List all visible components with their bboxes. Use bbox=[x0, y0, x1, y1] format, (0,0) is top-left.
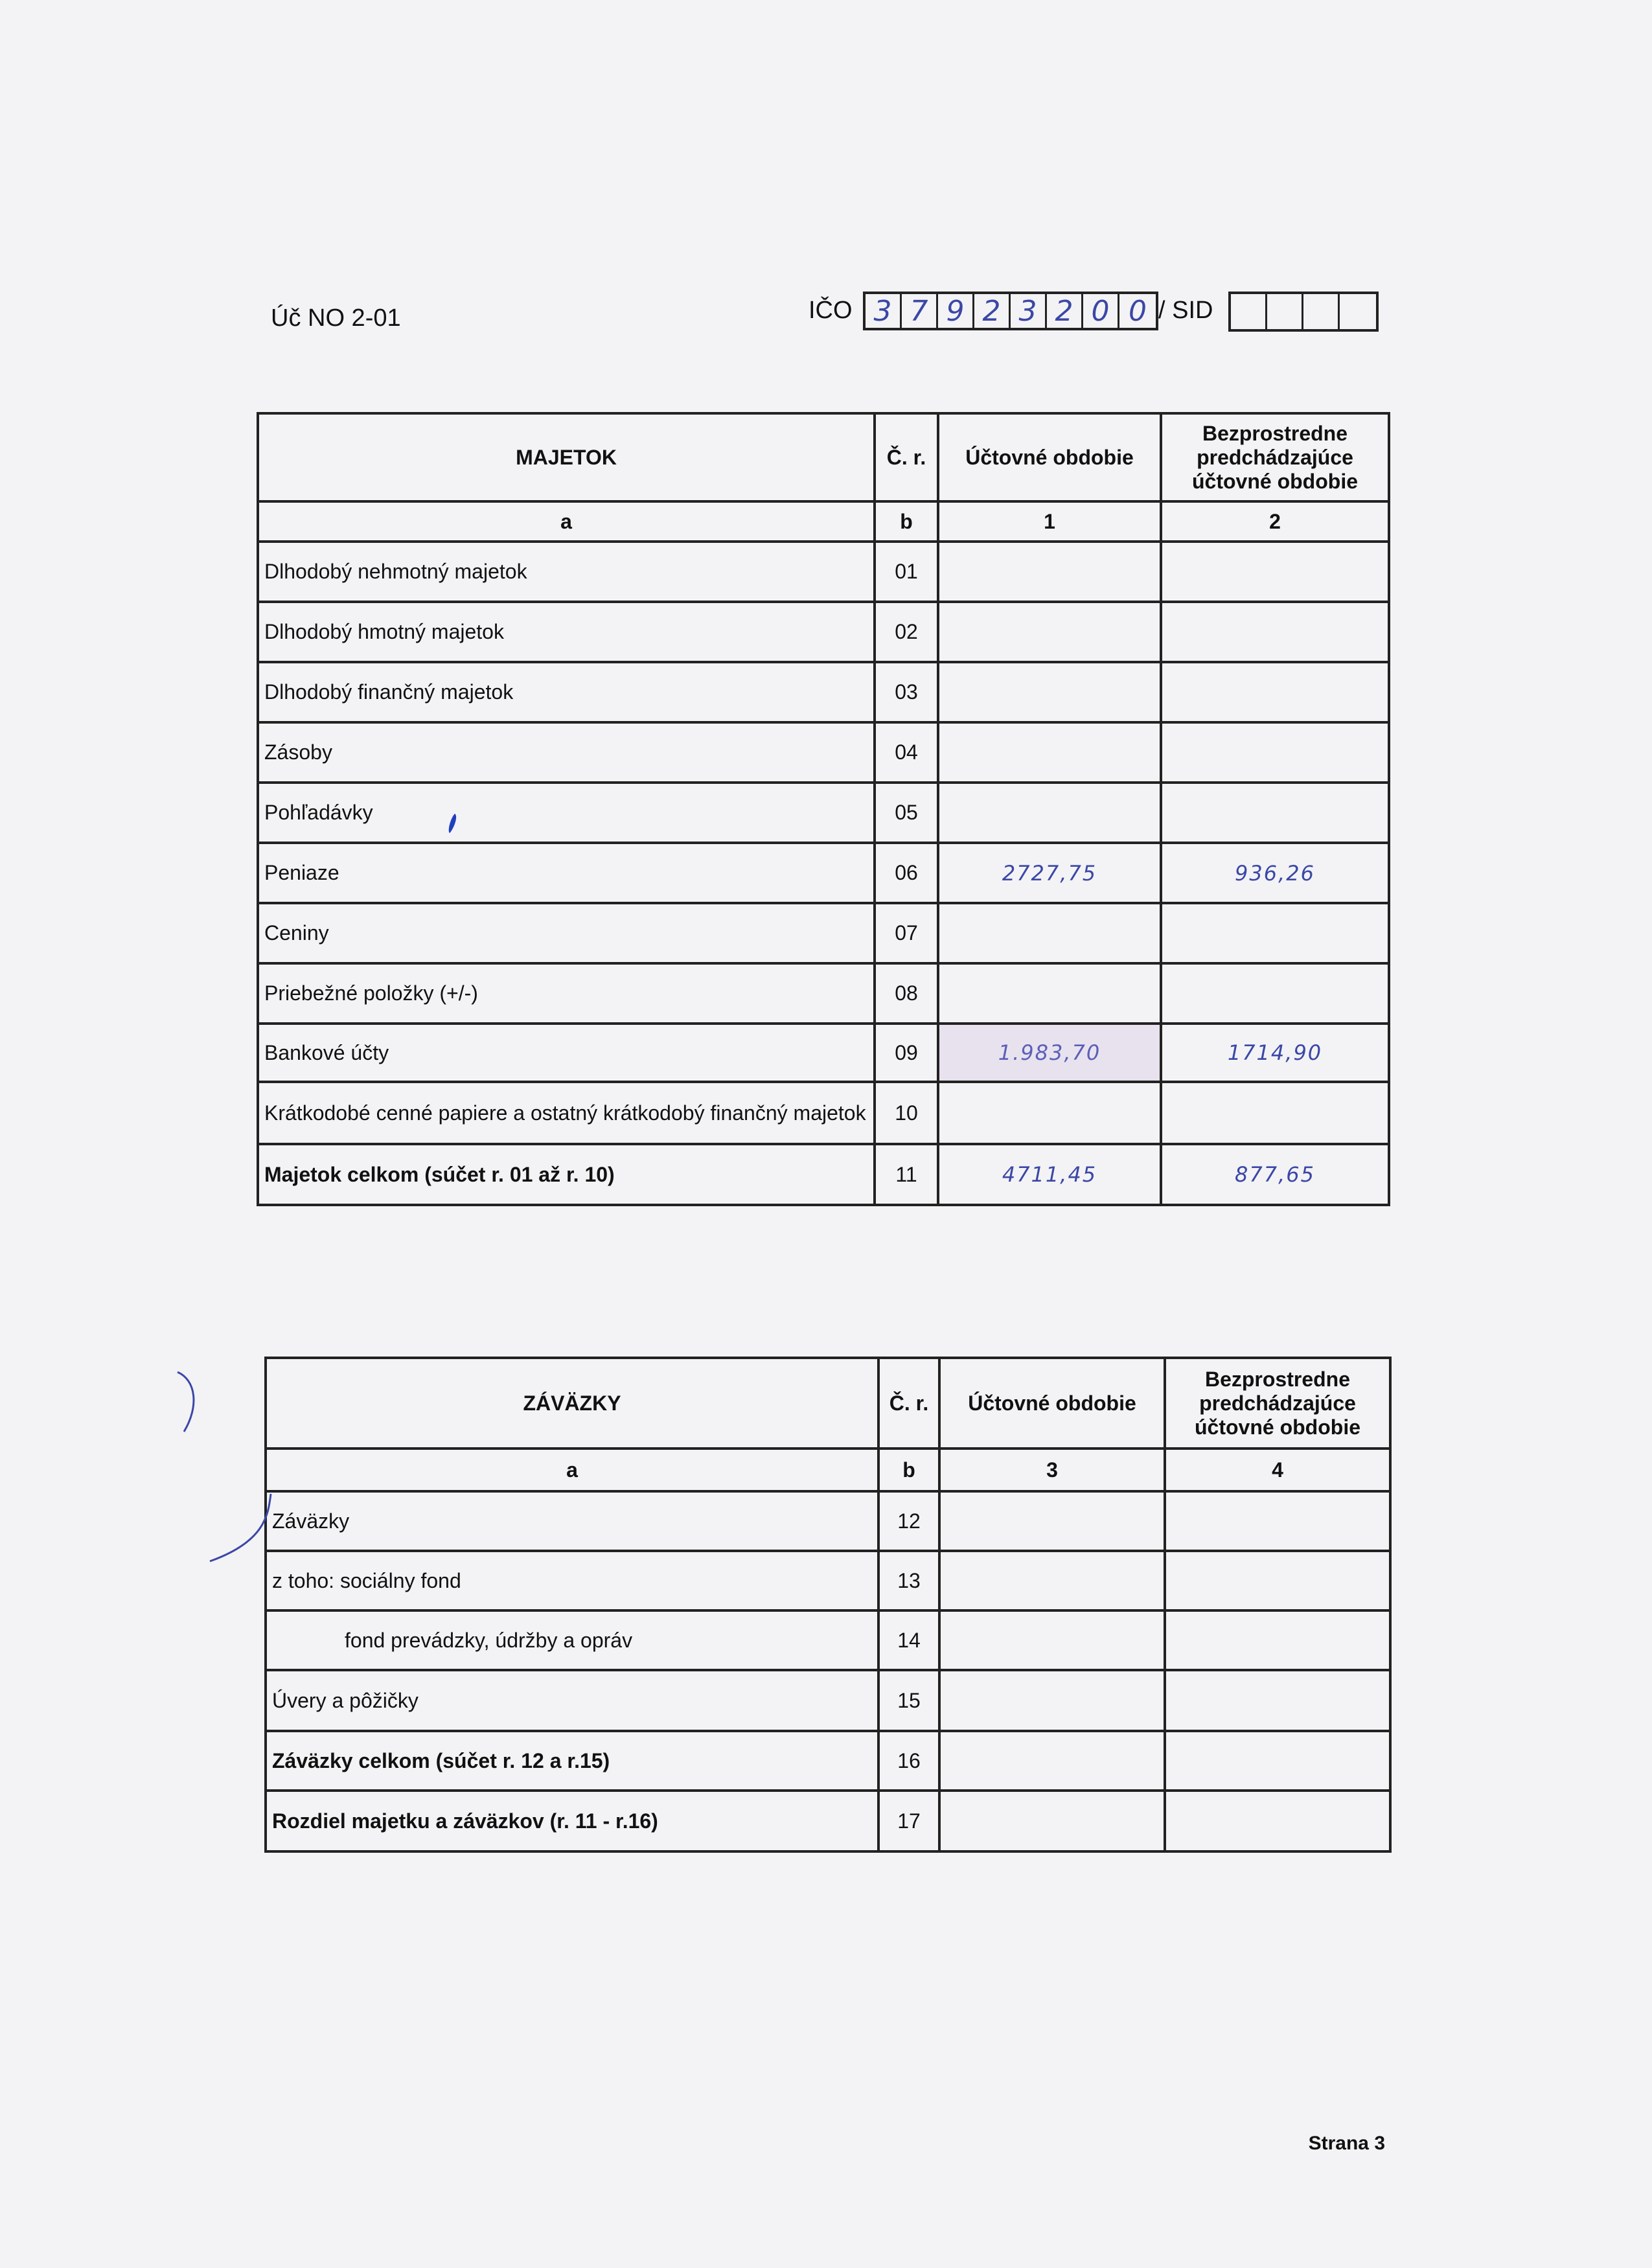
zavazky-table bbox=[264, 1357, 1392, 1853]
row-label: Krátkodobé cenné papiere a ostatný krátkodobý finančný majetok bbox=[258, 1082, 875, 1144]
ico-digit[interactable]: 2 bbox=[974, 294, 1011, 328]
current-value-cell[interactable] bbox=[938, 903, 1161, 963]
table-row bbox=[258, 542, 1389, 602]
row-number: 07 bbox=[875, 903, 938, 963]
subheader-a: a bbox=[266, 1449, 878, 1491]
current-value-cell[interactable]: 4711,45 bbox=[938, 1144, 1161, 1205]
row-number: 02 bbox=[875, 602, 938, 662]
current-value-cell[interactable] bbox=[938, 662, 1161, 722]
previous-value-cell[interactable] bbox=[1161, 722, 1389, 783]
subheader-4: 4 bbox=[1165, 1449, 1390, 1491]
column-header-row-no: Č. r. bbox=[878, 1358, 939, 1449]
subheader-b: b bbox=[878, 1449, 939, 1491]
row-label: Majetok celkom (súčet r. 01 až r. 10) bbox=[258, 1144, 875, 1205]
previous-value-cell[interactable] bbox=[1161, 602, 1389, 662]
row-number: 16 bbox=[878, 1731, 939, 1791]
previous-value-cell[interactable] bbox=[1165, 1610, 1390, 1670]
current-value-cell[interactable]: 1.983,70 bbox=[938, 1024, 1161, 1082]
previous-value-cell[interactable] bbox=[1161, 903, 1389, 963]
ico-digit[interactable]: 9 bbox=[938, 294, 974, 328]
row-number: 14 bbox=[878, 1610, 939, 1670]
ico-label: IČO bbox=[809, 297, 853, 324]
ico-digit[interactable]: 3 bbox=[866, 294, 902, 328]
previous-value-cell[interactable] bbox=[1161, 662, 1389, 722]
sid-box[interactable] bbox=[1267, 294, 1303, 329]
subheader-1: 1 bbox=[938, 501, 1161, 542]
row-number: 01 bbox=[875, 542, 938, 602]
current-value-cell[interactable] bbox=[938, 722, 1161, 783]
row-label: Dlhodobý nehmotný majetok bbox=[258, 542, 875, 602]
table-row bbox=[258, 783, 1389, 843]
table-row bbox=[258, 722, 1389, 783]
previous-value-cell[interactable] bbox=[1165, 1791, 1390, 1851]
subheader-a: a bbox=[258, 501, 875, 542]
row-number: 03 bbox=[875, 662, 938, 722]
current-value-cell[interactable]: 2727,75 bbox=[938, 843, 1161, 903]
sid-box[interactable] bbox=[1231, 294, 1267, 329]
row-number: 06 bbox=[875, 843, 938, 903]
current-value-cell[interactable] bbox=[938, 542, 1161, 602]
majetok-table bbox=[257, 412, 1390, 1206]
row-label: Priebežné položky (+/-) bbox=[258, 963, 875, 1024]
sid-box[interactable] bbox=[1303, 294, 1340, 329]
previous-value-cell[interactable]: 877,65 bbox=[1161, 1144, 1389, 1205]
table-row bbox=[266, 1610, 1390, 1670]
ico-digit[interactable]: 7 bbox=[902, 294, 938, 328]
subheader-b: b bbox=[875, 501, 938, 542]
current-value-cell[interactable] bbox=[939, 1610, 1165, 1670]
current-value-cell[interactable] bbox=[939, 1731, 1165, 1791]
column-header-row-no: Č. r. bbox=[875, 413, 938, 501]
ico-digit[interactable]: 0 bbox=[1129, 294, 1147, 328]
table-row bbox=[258, 843, 1389, 903]
table-row bbox=[258, 963, 1389, 1024]
subheader-3: 3 bbox=[939, 1449, 1165, 1491]
row-number: 10 bbox=[875, 1082, 938, 1144]
row-label: Záväzky celkom (súčet r. 12 a r.15) bbox=[266, 1731, 878, 1791]
current-value-cell[interactable] bbox=[939, 1551, 1165, 1610]
row-number: 11 bbox=[875, 1144, 938, 1205]
pen-dot-mark bbox=[443, 811, 463, 837]
pen-bracket-mark bbox=[170, 1367, 209, 1438]
row-label: z toho: sociálny fond bbox=[266, 1551, 878, 1610]
row-number: 04 bbox=[875, 722, 938, 783]
row-number: 13 bbox=[878, 1551, 939, 1610]
row-label: Zásoby bbox=[258, 722, 875, 783]
current-value-cell[interactable] bbox=[938, 783, 1161, 843]
table-row bbox=[266, 1670, 1390, 1731]
row-label: Úvery a pôžičky bbox=[266, 1670, 878, 1731]
column-header-name: MAJETOK bbox=[258, 413, 875, 501]
previous-value-cell[interactable]: 936,26 bbox=[1161, 843, 1389, 903]
row-label: Peniaze bbox=[258, 843, 875, 903]
sid-field[interactable] bbox=[1228, 292, 1379, 332]
table-row bbox=[266, 1791, 1390, 1851]
previous-value-cell[interactable]: 1714,90 bbox=[1161, 1024, 1389, 1082]
row-label: Ceniny bbox=[258, 903, 875, 963]
table-row bbox=[266, 1551, 1390, 1610]
row-label: Bankové účty bbox=[258, 1024, 875, 1082]
previous-value-cell[interactable] bbox=[1165, 1670, 1390, 1731]
row-number: 12 bbox=[878, 1491, 939, 1551]
table-row bbox=[258, 1144, 1389, 1205]
sid-box[interactable] bbox=[1340, 294, 1376, 329]
previous-value-cell[interactable] bbox=[1165, 1731, 1390, 1791]
sid-label: / SID bbox=[1158, 297, 1213, 324]
subheader-2: 2 bbox=[1161, 501, 1389, 542]
column-header-previous: Bezprostredne predchádzajúce účtovné obdobie bbox=[1161, 413, 1389, 501]
row-number: 05 bbox=[875, 783, 938, 843]
table-row bbox=[258, 602, 1389, 662]
row-label: fond prevádzky, údržby a opráv bbox=[266, 1610, 878, 1670]
previous-value-cell[interactable] bbox=[1165, 1491, 1390, 1551]
row-label: Rozdiel majetku a záväzkov (r. 11 - r.16) bbox=[266, 1791, 878, 1851]
current-value-cell[interactable] bbox=[938, 963, 1161, 1024]
ico-digit[interactable]: 2 bbox=[1047, 294, 1083, 328]
table-row bbox=[258, 662, 1389, 722]
row-label: Záväzky bbox=[266, 1491, 878, 1551]
column-header-previous: Bezprostredne predchádzajúce účtovné obdobie bbox=[1165, 1358, 1390, 1449]
previous-value-cell[interactable] bbox=[1165, 1551, 1390, 1610]
ico-field[interactable] bbox=[863, 292, 1158, 330]
pen-stroke-mark bbox=[206, 1490, 277, 1568]
row-number: 08 bbox=[875, 963, 938, 1024]
table-row bbox=[258, 903, 1389, 963]
row-label: Dlhodobý hmotný majetok bbox=[258, 602, 875, 662]
ico-digit[interactable]: 0 bbox=[1083, 294, 1119, 328]
ico-digit[interactable]: 3 bbox=[1011, 294, 1047, 328]
row-label: Pohľadávky bbox=[258, 783, 875, 843]
column-header-name: ZÁVÄZKY bbox=[266, 1358, 878, 1449]
current-value-cell[interactable] bbox=[939, 1491, 1165, 1551]
row-number: 15 bbox=[878, 1670, 939, 1731]
table-row bbox=[266, 1731, 1390, 1791]
previous-value-cell[interactable] bbox=[1161, 783, 1389, 843]
current-value-cell[interactable] bbox=[939, 1670, 1165, 1731]
form-code: Úč NO 2-01 bbox=[271, 304, 401, 332]
column-header-current: Účtovné obdobie bbox=[939, 1358, 1165, 1449]
previous-value-cell[interactable] bbox=[1161, 963, 1389, 1024]
table-row bbox=[258, 1082, 1389, 1144]
previous-value-cell[interactable] bbox=[1161, 1082, 1389, 1144]
table-row bbox=[266, 1491, 1390, 1551]
current-value-cell[interactable] bbox=[939, 1791, 1165, 1851]
column-header-current: Účtovné obdobie bbox=[938, 413, 1161, 501]
table-row bbox=[258, 1024, 1389, 1082]
previous-value-cell[interactable] bbox=[1161, 542, 1389, 602]
page-number: Strana 3 bbox=[1308, 2133, 1385, 2154]
row-number: 09 bbox=[875, 1024, 938, 1082]
row-number: 17 bbox=[878, 1791, 939, 1851]
row-label: Dlhodobý finančný majetok bbox=[258, 662, 875, 722]
current-value-cell[interactable] bbox=[938, 602, 1161, 662]
current-value-cell[interactable] bbox=[938, 1082, 1161, 1144]
